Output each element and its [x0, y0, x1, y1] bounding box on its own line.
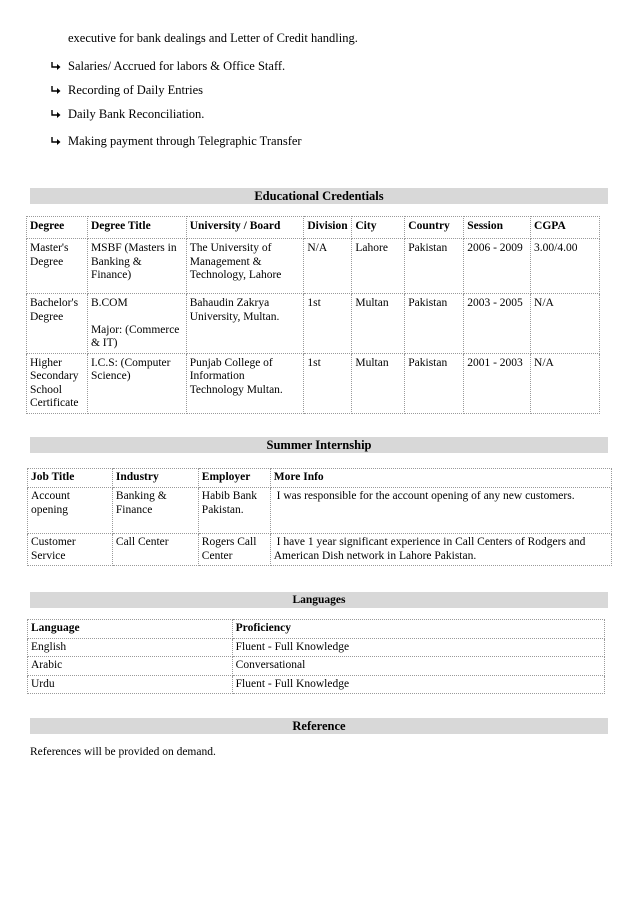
list-item: [50, 54, 302, 78]
degree-cell: Master's Degree: [27, 239, 88, 294]
proficiency-cell: Fluent - Full Knowledge: [232, 638, 604, 657]
arrow-bullet-icon: [50, 136, 68, 147]
table-row: [28, 534, 612, 566]
city-cell: Multan: [352, 294, 405, 354]
bullet-text: Salaries/ Accrued for labors & Office Staff.: [68, 58, 286, 73]
column-header: Proficiency: [232, 620, 604, 639]
bullet-text: Recording of Daily Entries: [68, 82, 204, 97]
list-item: [50, 126, 302, 156]
bullet-text: Daily Bank Reconciliation.: [68, 106, 205, 121]
degree-cell: Higher Secondary School Certificate: [27, 353, 88, 413]
languages-table: [27, 619, 605, 694]
job-title-cell: Account opening: [28, 488, 113, 534]
country-cell: Pakistan: [405, 294, 464, 354]
language-cell: English: [28, 638, 233, 657]
column-header: University / Board: [186, 217, 304, 239]
duties-list: [50, 54, 302, 156]
degree-title-cell: [87, 294, 186, 354]
degree-title-text: B.COM: [90, 297, 128, 309]
list-item: [50, 102, 302, 126]
session-cell: 2001 - 2003: [464, 353, 531, 413]
table-row: [27, 353, 600, 413]
degree-major-text: Major: (Commerce & IT): [90, 323, 180, 349]
column-header: Employer: [198, 469, 270, 488]
language-cell: Urdu: [28, 675, 233, 694]
division-cell: 1st: [304, 294, 352, 354]
column-header: Industry: [112, 469, 198, 488]
table-row: [28, 488, 612, 534]
more-info-cell: I have 1 year significant experience in Call Centers of Rodgers and American Dish network in Lahore Pakistan.: [270, 534, 611, 566]
proficiency-cell: Conversational: [232, 657, 604, 676]
industry-cell: Banking & Finance: [112, 488, 198, 534]
country-cell: Pakistan: [405, 353, 464, 413]
reference-section-title: Reference: [30, 718, 608, 734]
intro-continuation: executive for bank dealings and Letter of Credit handling.: [68, 31, 358, 45]
division-cell: 1st: [304, 353, 352, 413]
internship-table: [27, 468, 612, 566]
internship-section-title: Summer Internship: [30, 437, 608, 453]
degree-title-cell: I.C.S: (Computer Science): [87, 353, 186, 413]
table-row: [27, 239, 600, 294]
session-cell: 2003 - 2005: [464, 294, 531, 354]
city-cell: Lahore: [352, 239, 405, 294]
column-header: More Info: [270, 469, 611, 488]
industry-cell: Call Center: [112, 534, 198, 566]
table-row: [28, 638, 605, 657]
column-header: Session: [464, 217, 531, 239]
arrow-bullet-icon: [50, 85, 68, 96]
cgpa-cell: N/A: [531, 353, 600, 413]
language-cell: Arabic: [28, 657, 233, 676]
division-cell: N/A: [304, 239, 352, 294]
university-cell: Bahaudin Zakrya University, Multan.: [186, 294, 304, 354]
column-header: City: [352, 217, 405, 239]
job-title-cell: Customer Service: [28, 534, 113, 566]
university-cell: The University of Management & Technology, Lahore: [186, 239, 304, 294]
column-header: Division: [304, 217, 352, 239]
degree-cell: Bachelor's Degree: [27, 294, 88, 354]
column-header: Degree: [27, 217, 88, 239]
reference-text: References will be provided on demand.: [30, 746, 216, 758]
cgpa-cell: 3.00/4.00: [531, 239, 600, 294]
proficiency-cell: Fluent - Full Knowledge: [232, 675, 604, 694]
country-cell: Pakistan: [405, 239, 464, 294]
table-row: [27, 294, 600, 354]
table-header-row: [28, 469, 612, 488]
cgpa-cell: N/A: [531, 294, 600, 354]
table-header-row: [28, 620, 605, 639]
employer-cell: Rogers Call Center: [198, 534, 270, 566]
session-cell: 2006 - 2009: [464, 239, 531, 294]
arrow-bullet-icon: [50, 61, 68, 72]
column-header: Job Title: [28, 469, 113, 488]
education-section-title: Educational Credentials: [30, 188, 608, 204]
employer-cell: Habib Bank Pakistan.: [198, 488, 270, 534]
bullet-text: Making payment through Telegraphic Transfer: [68, 133, 302, 148]
table-header-row: [27, 217, 600, 239]
university-cell: Punjab College of Information Technology Multan.: [186, 353, 304, 413]
column-header: Country: [405, 217, 464, 239]
table-row: [28, 657, 605, 676]
education-table: [26, 216, 600, 414]
column-header: CGPA: [531, 217, 600, 239]
list-item: [50, 78, 302, 102]
column-header: Language: [28, 620, 233, 639]
arrow-bullet-icon: [50, 109, 68, 120]
degree-title-cell: MSBF (Masters in Banking & Finance): [87, 239, 186, 294]
languages-section-title: Languages: [30, 592, 608, 608]
more-info-cell: I was responsible for the account opening of any new customers.: [270, 488, 611, 534]
table-row: [28, 675, 605, 694]
city-cell: Multan: [352, 353, 405, 413]
column-header: Degree Title: [87, 217, 186, 239]
